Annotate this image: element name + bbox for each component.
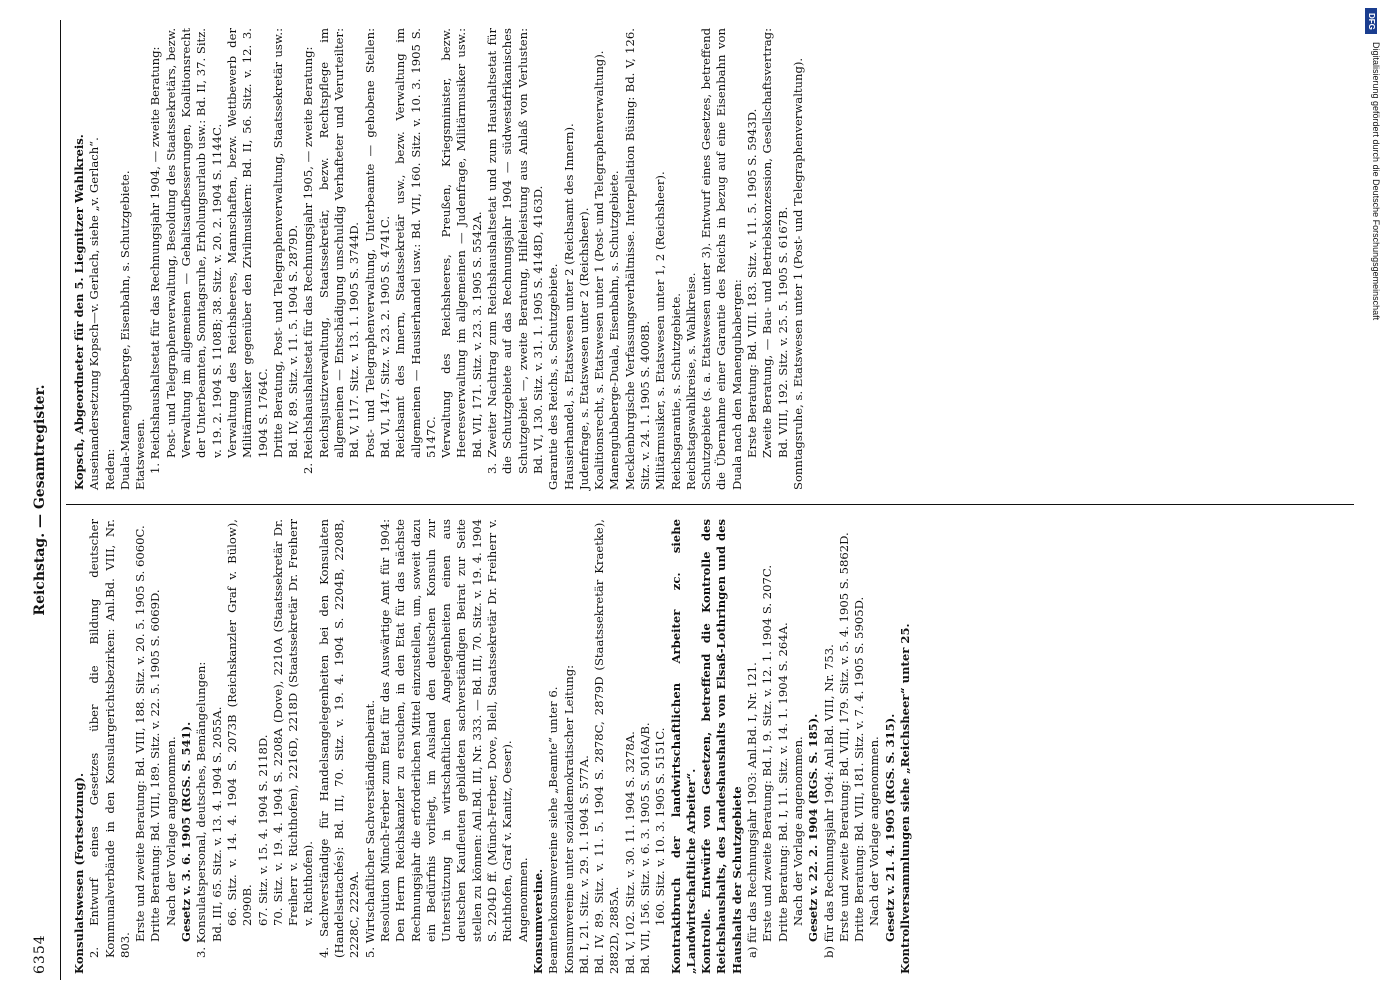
index-entry: Verwaltung des Reichsheeres, Preußen, Kriegsminister, bezw. Heeresverwaltung im allgemeinen — Judenfrage, Militärmusiker usw.: Bd. VII, 171. Sitz. v. 23. 3. 1905 S. 5542A. — [438, 28, 484, 458]
index-entry: Kontrolle. Entwürfe von Gesetzen, betreffend die Kontrolle des Reichshaushalts, des Landeshaushalts von Elsaß-Lothringen und des Haushalts der Schutzgebiete — [698, 519, 744, 974]
index-entry: Reden: — [102, 448, 117, 490]
index-entry: Nach der Vorlage angenommen. — [790, 736, 805, 926]
index-entry: Manengubaberge-Duala, Eisenbahn, s. Schutzgebiete. — [606, 170, 621, 490]
index-entry: 3. Zweiter Nachtrag zum Reichshaushaltsetat und zum Haushaltsetat für die Schutzgebiete auf das Rechnungsjahr 1904 — südwestafrikanisches Schutzgebiet —, zweite Beratung, Hilfeleistung aus Anlaß von Verlusten: Bd. VI, 130. Sitz. v. 31. 1. 1905 S. 4148D, 4163D. — [484, 28, 545, 474]
index-entry: Koalitionsrecht, s. Etatswesen unter 1 (Post- und Telegraphenverwaltung). — [591, 50, 606, 490]
index-entry: Nach der Vorlage angenommen. — [866, 736, 881, 926]
index-entry: 2. Reichshaushaltsetat für das Rechnungsjahr 1905, — zweite Beratung: — [300, 46, 315, 474]
index-entry: Etatswesen. — [132, 418, 147, 490]
index-entry: Bd. V, 102. Sitz. v. 30. 11. 1904 S. 3278A. — [622, 731, 637, 974]
index-entry: Erste und zweite Beratung: Bd. VIII, 179. Sitz. v. 5. 4. 1905 S. 5862D. — [836, 532, 851, 942]
index-entry: Dritte Beratung: Bd. I, 11. Sitz. v. 14. 1. 1904 S. 264A. — [775, 622, 790, 942]
page-number: 6354 — [31, 934, 48, 974]
index-entry: 67. Sitz. v. 15. 4. 1904 S. 2118D. — [255, 734, 270, 926]
index-entry: 66. Sitz. v. 14. 4. 1904 S. 2073B (Reichskanzler Graf v. Bülow), 2090B. — [224, 519, 254, 926]
header-rule — [60, 20, 61, 980]
running-title: Reichstag. — Gesamtregister. — [31, 384, 48, 616]
left-column — [72, 519, 1352, 974]
side-margin — [1363, 0, 1379, 1000]
index-entry: Konsulatswesen (Fortsetzung). — [71, 772, 86, 974]
index-entry: Verwaltung des Reichsheeres, Mannschaften, bezw. Wettbewerb der Militärmusiker gegenüber den Zivilmusikern: Bd. II, 56. Sitz. v. 12. 3. 1904 S. 1764C. — [224, 28, 270, 458]
index-entry: Kontrollversammlungen siehe „Reichsheer“ unter 25. — [897, 623, 912, 974]
index-entry: Erste Beratung: Bd. VIII. 183. Sitz. v. 11. 5. 1905 S. 5943D. — [744, 108, 759, 458]
index-entry: Reichsjustizverwaltung, Staatssekretär, bezw. Rechtspflege im allgemeinen — Entschädigung unschuldig Verhafteter und Verurteilter: Bd. V, 117. Sitz. v. 13. 1. 1905 S. 3744D. — [316, 28, 361, 458]
index-entry: Zweite Beratung, — Bau- und Betriebskonzession, Gesellschaftsvertrag: Bd. VIII, 192. Sitz. v. 25. 5. 1905 S. 6167B. — [759, 28, 790, 458]
index-entry: Dritte Beratung: Bd. VIII, 189. Sitz. v. 22. 5. 1905 S. 6069D. — [147, 589, 162, 942]
index-entry: Gesetz v. 21. 4. 1905 (RGS. S. 315). — [882, 713, 897, 942]
index-entry: Gesetz v. 22. 2. 1904 (RGS. S. 185). — [805, 713, 820, 942]
index-entry: 5. Wirtschaftlicher Sachverständigenbeirat. — [362, 699, 377, 958]
document-page — [22, 20, 1362, 980]
index-entry: Konsumvereine. — [530, 868, 545, 974]
index-entry: Bd. VII, 156. Sitz. v. 6. 3. 1905 S. 5016A/B. — [637, 722, 652, 974]
index-entry: Militärmusiker, s. Etatswesen unter 1, 2 (Reichsheer). — [652, 171, 667, 490]
index-entry: Bd. IV, 89. Sitz. v. 11. 5. 1904 S. 2878C, 2879D (Staatssekretär Kraetke), 2882D, 2885A. — [591, 519, 621, 974]
index-entry: Reichstagswahlkreise, s. Wahlkreise. — [683, 272, 698, 490]
index-entry: Mecklenburgische Verfassungsverhältnisse. Interpellation Büsing: Bd. V, 126. Sitz. v. 24. 1. 1905 S. 4008B. — [622, 28, 652, 490]
index-entry: Schutzgebiete (s. a. Etatswesen unter 3). Entwurf eines Gesetzes, betreffend die Übernahme einer Garantie des Reichs in bezug auf eine Eisenbahn von Duala nach den Manengubabergen: — [698, 28, 744, 490]
dfg-logo: DFG — [1365, 8, 1377, 34]
index-entry: Resolution Münch-Ferber zum Etat für das Auswärtige Amt für 1904: Den Herrn Reichskanzler zu ersuchen, in den Etat für das nächste Rechnungsjahr die erforderlichen Mittel einzustellen, um, soweit dazu ein Bedürfnis vorliegt, im Ausland den deutschen Konsuln zur Unterstützung in wirtschaftlichen Angelegenheiten einen aus deutschen Kaufleuten gebildeten sachverständigen Beirat zur Seite stellen zu können: Anl.Bd. III, Nr. 333. — Bd. III, 70. Sitz. v. 19. 4. 1904 S. 2204D ff. (Münch-Ferber, Dove, Blell, Staatssekretär Dr. Freiherr v. Richthofen, Graf v. Kanitz, Oeser). — [377, 519, 514, 942]
index-entry: 70. Sitz. v. 19. 4. 1904 S. 2208A (Dove), 2210A (Staatssekretär Dr. Freiherr v. Richthofen), 2216D, 2218D (Staatssekretär Dr. Freiherr v. Richthofen). — [270, 519, 315, 926]
index-entry: Post- und Telegraphenverwaltung, Besoldung des Staatssekretärs, bezw. Verwaltung im allgemeinen — Gehaltsaufbesserungen, Koalitionsrecht der Unterbeamten, Sonntagsruhe, Erholungsurlaub usw.: Bd. II, 37. Sitz. v. 19. 2. 1904 S. 1108B; 38. Sitz. v. 20. 2. 1904 S. 1144C. — [163, 28, 224, 458]
index-entry: Duala-Manengubaberge, Eisenbahn, s. Schutzgebiete. — [117, 170, 132, 490]
index-entry: Post- und Telegraphenverwaltung, Unterbeamte — gehobene Stellen: Bd. VI, 147. Sitz. v. 23. 2. 1905 S. 4741C. — [362, 28, 392, 458]
index-entry: Bd. III, 65. Sitz. v. 13. 4. 1904 S. 2055A. — [209, 706, 224, 942]
index-entry: Konsumvereine unter sozialdemokratischer Leitung: — [561, 664, 575, 974]
index-entry: Reichsamt des Innern, Staatssekretär usw., bezw. Verwaltung im allgemeinen — Hausierhandel usw.: Bd. VII, 160. Sitz. v. 10. 3. 1905 S. 5147C. — [392, 28, 438, 458]
index-entry: Kopsch, Abgeordneter für den 5. Liegnitzer Wahlkreis. — [71, 134, 86, 490]
column-divider — [66, 504, 1354, 505]
index-entry: Hausierhandel, s. Etatswesen unter 2 (Reichsamt des Innern). — [561, 123, 575, 490]
index-entry: Garantie des Reichs, s. Schutzgebiete. — [545, 263, 560, 490]
index-entry: Reichsgarantie, s. Schutzgebiete. — [668, 293, 683, 490]
index-entry: a) für das Rechnungsjahr 1903: Anl.Bd. I, Nr. 121. — [744, 662, 759, 958]
index-entry: Kontraktbruch der landwirtschaftlichen Arbeiter zc. siehe „Landwirtschaftliche Arbeiter“. — [668, 519, 698, 974]
index-entry: Bd. I, 21. Sitz. v. 29. 1. 1904 S. 577A. — [576, 755, 591, 974]
index-entry: 3. Konsulatspersonal, deutsches, Bemängelungen: — [193, 661, 208, 958]
index-entry: 4. Sachverständige für Handelsangelegenheiten bei den Konsulaten (Handelsattachés): Bd. III, 70. Sitz. v. 19. 4. 1904 S. 2204B, 2208B, 2228C, 2229A. — [316, 519, 361, 958]
index-entry: Dritte Beratung, Post- und Telegraphenverwaltung, Staatssekretär usw.: Bd. IV, 89. Sitz. v. 11. 5. 1904 S. 2879D. — [270, 28, 300, 458]
index-entry: Beamtenkonsumvereine siehe „Beamte“ unter 6. — [545, 686, 560, 974]
index-entry: Erste und zweite Beratung: Bd. VIII, 188. Sitz. v. 20. 5. 1905 S. 6060C. — [132, 525, 147, 942]
index-entry: Dritte Beratung: Bd. VIII, 181. Sitz. v. 7. 4. 1905 S. 5905D. — [851, 596, 866, 942]
index-entry: Nach der Vorlage angenommen. — [163, 736, 178, 926]
page-header — [28, 20, 58, 980]
right-column — [72, 28, 1352, 490]
index-entry: Angenommen. — [515, 857, 530, 942]
index-entry: Gesetz v. 3. 6. 1905 (RGS. S. 541). — [178, 721, 193, 942]
index-entry: Auseinandersetzung Kopsch—v. Gerlach, siehe „v. Gerlach“. — [86, 137, 101, 490]
index-entry: b) für das Rechnungsjahr 1904: Anl.Bd. VIII, Nr. 753. — [821, 644, 836, 958]
index-entry: Sonntagsruhe, s. Etatswesen unter 1 (Post- und Telegraphenverwaltung). — [790, 57, 805, 490]
index-entry: Erste und zweite Beratung: Bd. I, 9. Sitz. v. 12. 1. 1904 S. 207C. — [759, 564, 774, 942]
digitization-note: Digitalisierung gefördert durch die Deutsche Forschungsgemeinschaft — [1371, 42, 1381, 321]
index-entry: 160. Sitz. v. 10. 3. 1905 S. 5151C. — [652, 727, 667, 926]
index-entry: 2. Entwurf eines Gesetzes über die Bildung deutscher Kommunalverbände in den Konsulargerichtsbezirken: Anl.Bd. VIII, Nr. 803. — [86, 519, 132, 958]
index-entry: Judenfrage, s. Etatswesen unter 2 (Reichsheer). — [576, 207, 591, 490]
index-entry: 1. Reichshaushaltsetat für das Rechnungsjahr 1904, — zweite Beratung: — [147, 46, 162, 474]
